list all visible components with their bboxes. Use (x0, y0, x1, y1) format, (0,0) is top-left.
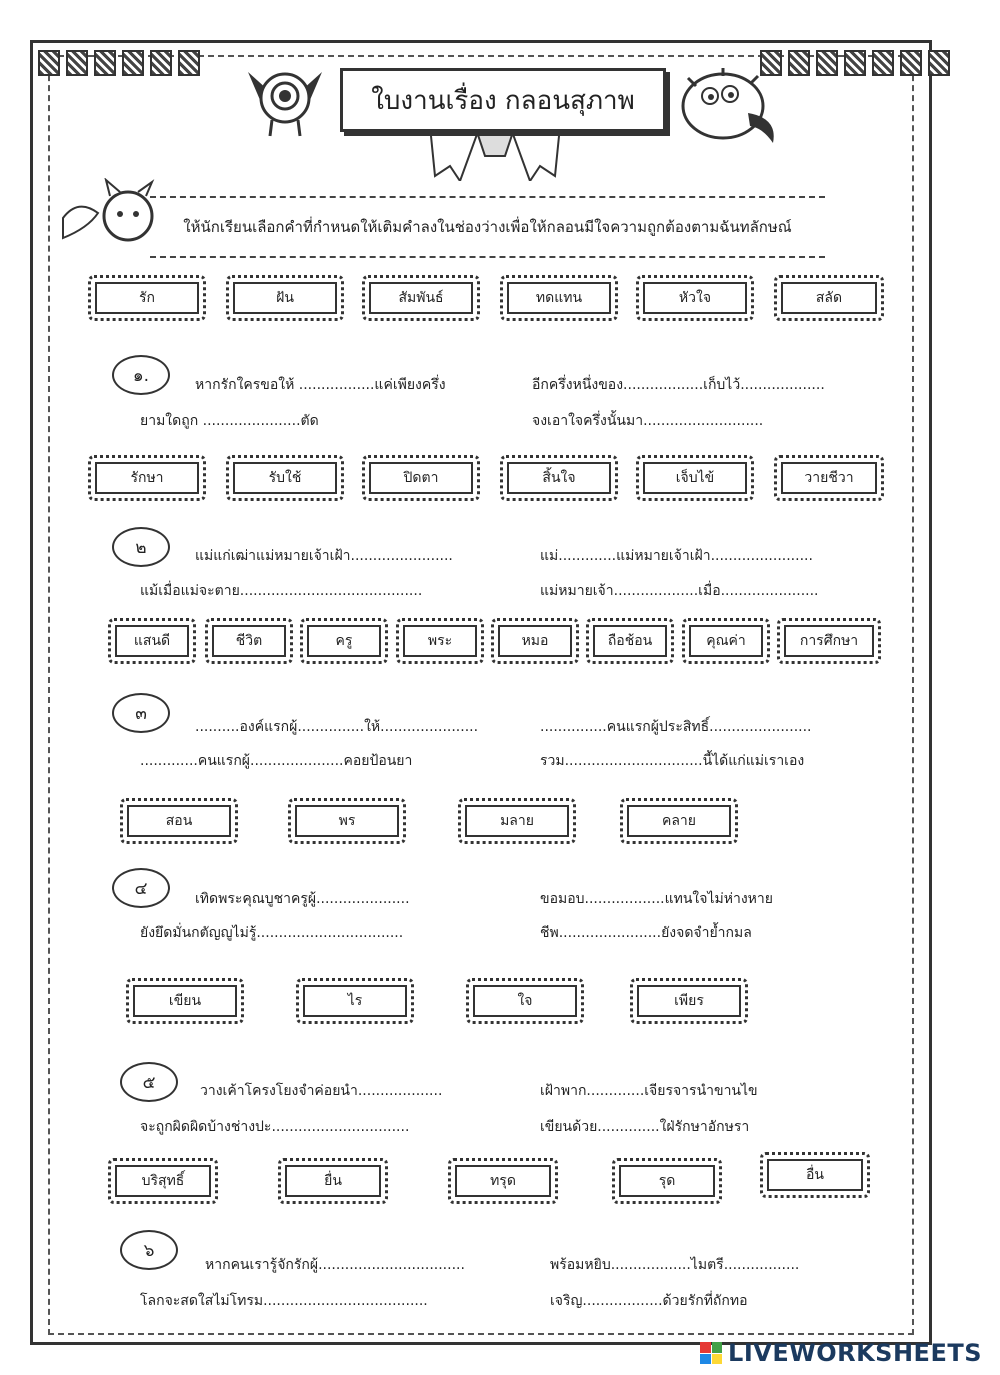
word-option[interactable] (120, 798, 238, 844)
poem-line: เทิดพระคุณบูชาครูผู้..................... (195, 891, 410, 907)
word-option[interactable] (586, 618, 674, 664)
word-option[interactable] (630, 978, 748, 1024)
item-number: ๒ (112, 527, 170, 567)
bunting-left-icon (38, 50, 200, 100)
word-label: วายชีวา (781, 462, 877, 494)
word-label: สลัด (781, 282, 877, 314)
ribbon-icon (420, 126, 570, 181)
word-label: รักษา (95, 462, 199, 494)
word-label: แสนดี (115, 625, 189, 657)
word-option[interactable] (636, 275, 754, 321)
word-option[interactable] (88, 275, 206, 321)
word-option[interactable] (278, 1158, 388, 1204)
word-label: รุด (619, 1165, 715, 1197)
poem-line: หากรักใครขอให้ .................แค่เพียงครึ่ง (195, 377, 446, 393)
word-option[interactable] (126, 978, 244, 1024)
word-label: ยื่น (285, 1165, 381, 1197)
word-label: สิ้นใจ (507, 462, 611, 494)
word-option[interactable] (612, 1158, 722, 1204)
word-label: เพียร (637, 985, 741, 1017)
word-label: หมอ (498, 625, 572, 657)
word-label: ไร (303, 985, 407, 1017)
poem-line: แม่.............แม่หมายเจ้าเฝ้า....................... (540, 548, 813, 564)
word-option[interactable] (205, 618, 293, 664)
word-option[interactable] (226, 275, 344, 321)
poem-line: เจริญ..................ด้วยรักที่ถักทอ (550, 1293, 748, 1309)
word-option[interactable] (362, 275, 480, 321)
word-label: รัก (95, 282, 199, 314)
poem-line: แม่แก่เฒ่าแม่หมายเจ้าเฝ้า....................... (195, 548, 453, 564)
word-option[interactable] (620, 798, 738, 844)
word-label: เขียน (133, 985, 237, 1017)
item-number: ๔ (112, 868, 170, 908)
word-option[interactable] (108, 1158, 218, 1204)
bunting-right-icon (760, 50, 950, 100)
word-label: สัมพันธ์ (369, 282, 473, 314)
footer-brand-text: LIVEWORKSHEETS (728, 1339, 982, 1367)
poem-line: รวม...............................นี้ได้แก่แม่เราเอง (540, 753, 805, 769)
word-option[interactable] (288, 798, 406, 844)
poem-line: จงเอาใจครึ่งนั้นมา........................... (532, 413, 764, 429)
poem-line: ..........องค์แรกผู้...............ให้...................... (195, 719, 479, 735)
poem-line: .............คนแรกผู้.....................คอยป้อนยา (140, 753, 413, 769)
poem-line: พร้อมหยิบ..................ไมตรี................. (550, 1257, 800, 1273)
word-option[interactable] (774, 455, 884, 501)
word-label: สอน (127, 805, 231, 837)
word-label: ชีวิต (212, 625, 286, 657)
word-option[interactable] (777, 618, 881, 664)
title-text: ใบงานเรื่อง กลอนสุภาพ (371, 85, 635, 116)
word-label: ครู (307, 625, 381, 657)
word-option[interactable] (296, 978, 414, 1024)
item-number: ๑. (112, 355, 170, 395)
word-option[interactable] (226, 455, 344, 501)
word-label: พระ (403, 625, 477, 657)
instruction-text: ให้นักเรียนเลือกคำที่กำหนดให้เติมคำลงในช่องว่างเพื่อให้กลอนมีใจความถูกต้องตามฉันทลักษณ์ (183, 218, 792, 236)
word-label: ทรุด (455, 1165, 551, 1197)
word-label: พร (295, 805, 399, 837)
poem-line: แม้เมื่อแม่จะตาย......................................... (140, 583, 423, 599)
liveworksheets-footer[interactable] (700, 1339, 982, 1367)
word-option[interactable] (760, 1152, 870, 1198)
poem-line: เฝ้าพาก.............เจียรจารนำขานไข (540, 1083, 758, 1099)
poem-line: ยังยึดมั่นกตัญญูไม่รู้................................. (140, 925, 404, 941)
item-number: ๓ (112, 693, 170, 733)
word-option[interactable] (362, 455, 480, 501)
word-option[interactable] (108, 618, 196, 664)
poem-line: โลกจะสดใสไม่โทรม..................................... (140, 1293, 428, 1309)
word-option[interactable] (448, 1158, 558, 1204)
word-option[interactable] (500, 275, 618, 321)
word-label: รับใช้ (233, 462, 337, 494)
word-label: ทดแทน (507, 282, 611, 314)
word-label: การศึกษา (784, 625, 874, 657)
worksheet-title (340, 68, 666, 132)
word-label: มลาย (465, 805, 569, 837)
instruction-banner (150, 196, 825, 258)
word-option[interactable] (396, 618, 484, 664)
word-option[interactable] (466, 978, 584, 1024)
word-label: บริสุทธิ์ (115, 1165, 211, 1197)
word-option[interactable] (500, 455, 618, 501)
word-option[interactable] (774, 275, 884, 321)
word-label: ฝัน (233, 282, 337, 314)
word-option[interactable] (88, 455, 206, 501)
word-label: อื่น (767, 1159, 863, 1191)
poem-line: แม่หมายเจ้า...................เมื่อ...................... (540, 583, 819, 599)
word-label: เจ็บไข้ (643, 462, 747, 494)
poem-line: จะถูกผิดผิดบ้างช่างปะ............................... (140, 1119, 410, 1135)
one-eyed-monster-icon (240, 60, 330, 140)
word-label: คุณค่า (689, 625, 763, 657)
poem-line: ขอมอบ..................แทนใจไม่ห่างหาย (540, 891, 773, 907)
word-option[interactable] (491, 618, 579, 664)
poem-line: หากคนเรารู้จักรักผู้................................. (205, 1257, 465, 1273)
word-label: ถือช้อน (593, 625, 667, 657)
word-label: หัวใจ (643, 282, 747, 314)
poem-line: เขียนด้วย..............ใฝ่รักษาอักษรา (540, 1119, 750, 1135)
word-label: คลาย (627, 805, 731, 837)
poem-line: ยามใดถูก ......................ตัด (140, 413, 319, 429)
poem-line: ...............คนแรกผู้ประสิทธิ์....................... (540, 719, 812, 735)
word-label: ปิดตา (369, 462, 473, 494)
spiky-monster-icon (668, 58, 788, 148)
word-option[interactable] (300, 618, 388, 664)
word-option[interactable] (682, 618, 770, 664)
poem-line: วางเค้าโครงโยงจำค่อยนำ................... (200, 1083, 443, 1099)
word-option[interactable] (458, 798, 576, 844)
word-option[interactable] (636, 455, 754, 501)
poem-line: อีกครึ่งหนึ่งของ..................เก็บไว้................... (532, 377, 825, 393)
word-label: ใจ (473, 985, 577, 1017)
item-number: ๖ (120, 1230, 178, 1270)
liveworksheets-logo-icon (700, 1342, 722, 1364)
poem-line: ชีพ.......................ยังจดจำย้ำกมล (540, 925, 752, 941)
item-number: ๕ (120, 1062, 178, 1102)
